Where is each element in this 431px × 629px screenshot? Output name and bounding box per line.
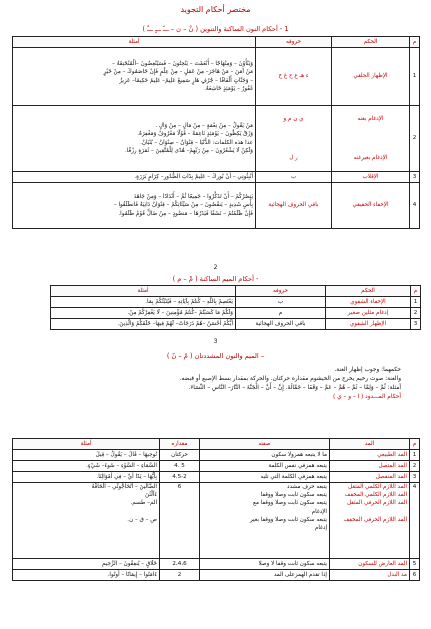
row-number: 2 (410, 106, 420, 172)
madd-name-line: المد اللازم الحرفي المثقل (346, 500, 407, 507)
rule-examples: أَيُّكُمْ أَحْسَنُ –هُمْ دَرَجَاتٌ– لَهُمْ فِيهَا– خَلَقَكُمْ وَالَّذِينَ. (51, 319, 236, 330)
example-line: فَإِنْ ظَلَمْتُمْ – نَسْفًا فَيَذَرُهَا – مَنضُودٍ – مِنْ ضَالٍّ قَوْمٌ ظَلَمُوا. (118, 210, 253, 217)
madd-name-line: المد اللازم الحرفي المخفف (343, 516, 407, 523)
madd-name (330, 483, 410, 559)
rule-name: الإخفاء الحقيقي (332, 183, 410, 229)
rule-examples (13, 183, 256, 229)
rule-examples: يَعْتَصِمْ بِاللَّهِ – كُنتُمْ بِآيَاتِهِ – فَيُنَبِّئُكُمْ بِمَا. (51, 297, 236, 308)
table-row (13, 183, 420, 229)
table-header-row (13, 37, 420, 48)
madd-name: مد البدل (330, 570, 410, 581)
row-number: 3 (410, 472, 420, 483)
example-line: عدا هذه الكلمات: الدُّنْيَا – قِنْوَانٌ – صِنْوَانٌ – بُنْيَانٌ. (140, 139, 253, 146)
madd-desc-line: إدغام (314, 525, 327, 532)
section1-heading: 1 - أحكام النون الساكنة والتنوين ( نْ – ن – ـــً ـــٍ ـــٌ ) (142, 25, 289, 33)
madd-name: المد العارض للسكون (330, 559, 410, 570)
madd-amount: 2،4،6 (160, 559, 200, 570)
madd-name: المد المنفصل (330, 472, 410, 483)
madd-desc (200, 483, 330, 559)
madd-examples: السَّمَاءِ – السَّوْءِ – سُوءَ– شَيْءٍ. (13, 461, 160, 472)
rule-letters: م (236, 308, 326, 319)
rule-name-no-ghunna: الإدغام بغيرغنه (353, 154, 388, 161)
row-number: 6 (410, 570, 420, 581)
section3-heading: – الميم والنون المشددتان ( مّ – نّ ) (166, 352, 265, 360)
col-header: صفته (200, 439, 330, 450)
col-header: أمثلة (13, 37, 256, 48)
madd-desc-line: يتبعه سكون ثابت وصلا ووقفا مع (253, 500, 327, 507)
col-header: م (410, 37, 420, 48)
madd-heading: أحكام المـــدود ( ا – و – ي ) (332, 394, 401, 400)
madd-amount: 2 (160, 570, 200, 581)
rule-letters (256, 106, 332, 172)
rule-name (332, 106, 410, 172)
example-line: وَلَكِنْ لَا يَشْعُرُونَ – مِنْ رَبِّهِمْ– هُدًى لِلْمُتَّقِينَ – ثَمَرَةٍ رِزْقًا. (125, 147, 253, 154)
example-line: وَرْقٌ يَكِظُونَ – يَوْمَئِذٍ نَاعِمَةٌ – قَوْلًا مَعْرُوفٌ وَمَغْفِرَةٌ. (137, 131, 253, 138)
table-row (13, 559, 420, 570)
table-row (13, 472, 420, 483)
example-line: أَنْبِئُونِي – أَنْ بُورِكَ – عَلِيمٌ بِذَاتِ الصُّدُورِ– كِرَامٍ بَرَرَةٍ. (134, 173, 253, 180)
col-header: م (411, 286, 421, 297)
madd-desc: يتبعه همزفي الكلمة التي تليه (200, 472, 330, 483)
letters-ghunna: ي ن م و (283, 116, 304, 123)
madd-amount: 5 .4 (160, 461, 200, 472)
table-row (13, 461, 420, 472)
madd-examples (13, 483, 160, 559)
rule-name: الإظهار الحلقي (332, 48, 410, 106)
rule-examples: وَلَكُمْ مَا كَسَبْتُمْ –كُنتُمْ مُؤْمِنِينَ – لَا يَغْفِرُكُمْ مِنْ. (51, 308, 236, 319)
row-number: 4 (410, 483, 420, 559)
row-number: 3 (411, 319, 421, 330)
col-header: أمثلة (51, 286, 236, 297)
row-number: 2 (410, 461, 420, 472)
madd-name: المد الطبيعي (330, 450, 410, 461)
table-row (51, 319, 421, 330)
example-line: – وَجَنَّاتٍ أَلْفَافًا – جُرُفٍ هَارٍ سَمِيعٌ عَلِيمٌ– عَلِيمٌ حَكِيمًا– عَزِيزٌ (119, 77, 253, 84)
col-header: حروفه (256, 37, 332, 48)
table-row (13, 450, 420, 461)
shaddah-notes (21, 366, 401, 402)
example-line: ص – ق – ن. (127, 516, 157, 523)
table-row (13, 483, 420, 559)
rule-name-ghunna: الإدغام بغنه (357, 116, 384, 123)
madd-desc-line: يتبعه سكون ثابت وصلا ووقفا (260, 492, 327, 499)
row-number: 1 (411, 297, 421, 308)
madd-amount: 6 (160, 483, 200, 559)
madd-examples: بِأَيُّهَا – يَدًا أَيِّ – فِي أَمْوَالِنَا. (13, 472, 160, 483)
row-number: 5 (410, 559, 420, 570)
col-header: الحكم (332, 37, 410, 48)
col-header: أمثلة (13, 439, 160, 450)
example-line: مَنْ آمَنَ – مَنْ هَاجَرَ– مِنْ عَمَلٍ – مِنْ عِلْمٍ فَإِنْ خَاصَمُوكَ – مِنْ خَيْرٍ (103, 69, 253, 76)
rule-letters: باقي الحروف الهجائية (256, 183, 332, 229)
rule-examples (13, 106, 256, 172)
madd-amount: حركتان (160, 450, 200, 461)
table-header-row (51, 286, 421, 297)
table-row (51, 308, 421, 319)
note-line: حكمهما: وجوب إظهار الغنة. (334, 367, 401, 373)
example-line: الضَّالِّينَ – أَتُحَاجُّونِّي – الْحَاقَّةُ (91, 484, 157, 490)
rule-name: الإظهار الشفوي (326, 319, 411, 330)
table-row (51, 297, 421, 308)
madd-examples: نُوحِيهَا – قَالَ – يَقُولُ – قِيلَ (13, 450, 160, 461)
row-number: 4 (410, 183, 420, 229)
example-line: ءَآلْئَنَ (145, 492, 157, 499)
madd-desc: إذا تقدم الهمزعلى المد (200, 570, 330, 581)
page-number: 2 (213, 264, 218, 271)
madd-desc: ما لا يتبعه همزولا سكون (200, 450, 330, 461)
madd-name-line: المد اللازم الكلمي المثقل (348, 484, 407, 490)
letters-no-ghunna: ر ل (289, 154, 298, 161)
example-line: وَيَنْأَوْنَ – وَمِنْهَاجًا – أَنْعَمْتَ – يَنْحِتُونَ – فَسَيُنْغِضُونَ –الْمُنْخَنِقَةُ – (112, 61, 253, 68)
col-header: المد (330, 439, 410, 450)
rule-name: الإخفاء الشفوي (326, 297, 411, 308)
col-header: حروفه (236, 286, 326, 297)
madd-desc: يتبعه سكون ثابت وقفا لا وصلا (200, 559, 330, 570)
example-line: غَفُورٌ – يَوْمَئِذٍ خَاشِعَةٌ. (204, 85, 253, 92)
rule-name: الإقلاب (332, 172, 410, 183)
row-number: 3 (410, 172, 420, 183)
row-number: 2 (411, 308, 421, 319)
madd-table (12, 438, 420, 581)
col-header: مقداره (160, 439, 200, 450)
section2-heading: - أحكام الميم الساكنة ( مْ – م ) (172, 275, 259, 283)
col-header: الحكم (326, 286, 411, 297)
page-number: 3 (213, 338, 218, 345)
table-row (13, 172, 420, 183)
note-line: والغنة: صوت رخيم يخرج من الخيشوم مقداره حركتان. والحركة بمقدار بسط الإصبع أو قبضه. (179, 376, 401, 382)
table-row (13, 48, 420, 106)
meem-table (50, 285, 421, 330)
noon-table (12, 36, 420, 229)
table-row (13, 106, 420, 172)
page-title: مختصر أحكام التجويد (180, 5, 251, 14)
rule-examples (13, 172, 256, 183)
rule-letters: باقي الحروف الهجائية (236, 319, 326, 330)
col-header: م (410, 439, 420, 450)
rule-name: إدغام مثلين صغير (326, 308, 411, 319)
table-row (13, 570, 420, 581)
madd-desc: يتبعه همزفي نفس الكلمة (200, 461, 330, 472)
example-line: بِأْسٍ شَدِيدٍ – يَنقُصُونَ – مِنْ سَيِّئَاتِكُمْ – قِنْوَانٌ دَانِيَةٌ فَانطَلَقُوا – (113, 202, 253, 209)
madd-amount: 4.5-2 (160, 472, 200, 483)
madd-desc-line: يتبعه سكون ثابت وصلا ووقفا بغير (249, 516, 327, 523)
madd-desc-line: يتبعه حرف مشدد (287, 484, 327, 490)
rule-letters: ب (256, 172, 332, 183)
madd-name-line: المد اللازم الكلمي المخفف (344, 492, 407, 499)
madd-examples: ءَامَنُوا – إِيمَانًا – أُوتُوا. (13, 570, 160, 581)
row-number: 1 (410, 48, 420, 106)
example-line: مَنْ يَقُولُ – مِنْ نِعْمَةٍ – مِنْ مَالٍ – مِنْ وَالٍ . (155, 123, 253, 130)
madd-desc-line: الإدغام (311, 508, 327, 515)
rule-letters: ب (236, 297, 326, 308)
table-header-row (13, 439, 420, 450)
rule-examples (13, 48, 256, 106)
row-number: 1 (410, 450, 420, 461)
example-line: يَنصُرُكُمْ – أَنْ تَذَكَّرُوا – جَمِيعًا ثُمَّ – أَنْدَادًا – وَمِنْ جَاهَدَ (133, 194, 253, 201)
madd-examples: خَلَاقٍ – يُنفِقُونَ – الرَّحِيمِ (13, 559, 160, 570)
note-line: أمثلة: ثُمَّ – وَلِمَّا – ثَمَّ – هُمَّ – عَمَّ – وَقَفَا – حَمَّالَةَ. إِنَّ – أَنَّ – الْجَنَّةَ – النَّارَ– النَّاسِ – النِّسَاءَ. (188, 385, 401, 391)
example-line: الم– طسم. (130, 500, 157, 507)
rule-letters: ء هـ ع ح غ خ (256, 48, 332, 106)
madd-name: المد المتصل (330, 461, 410, 472)
